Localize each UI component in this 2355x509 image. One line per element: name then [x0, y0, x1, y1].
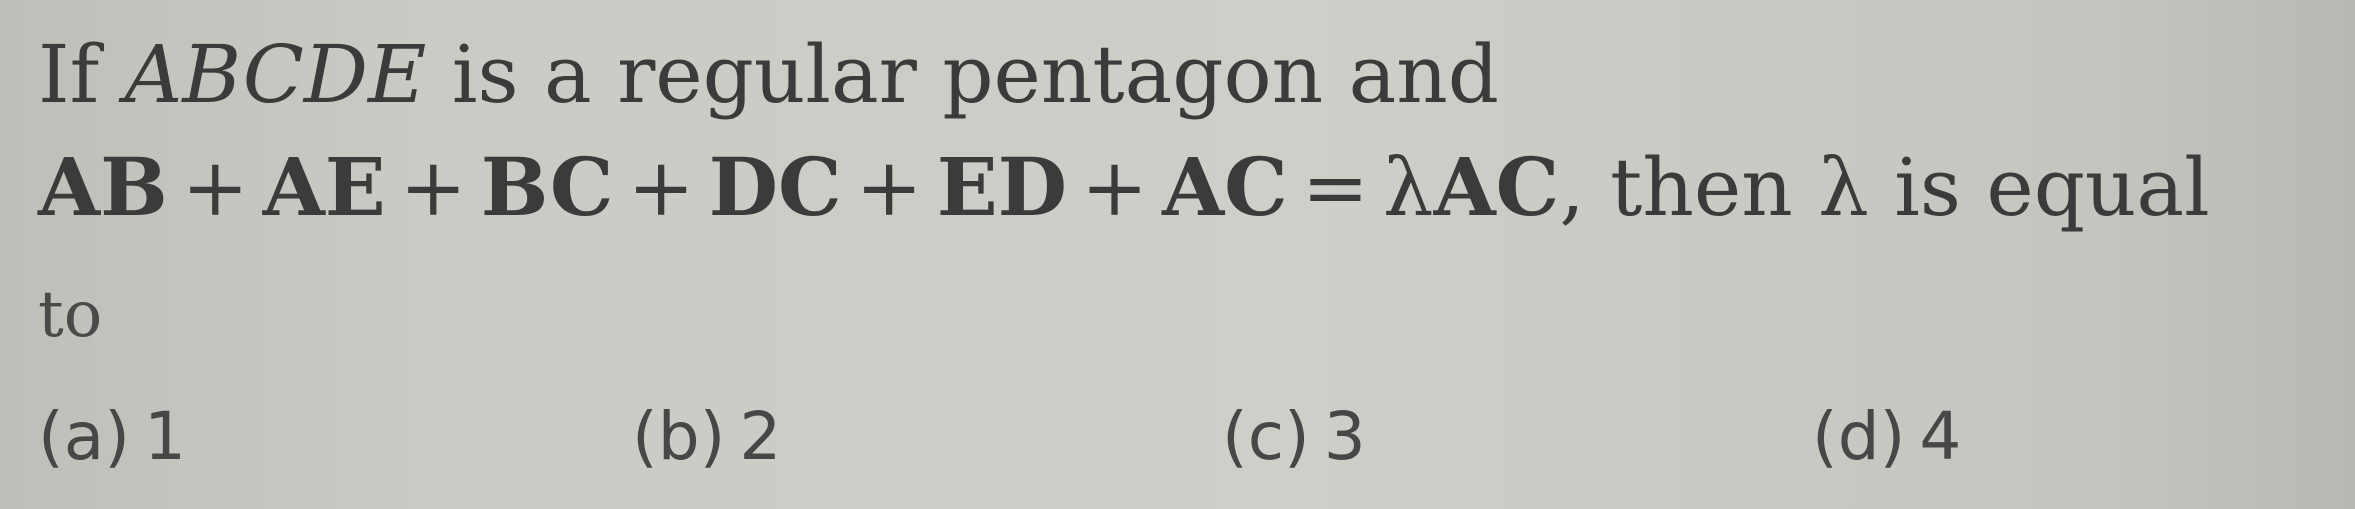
- polygon-name: ABCDE: [124, 28, 427, 121]
- vector-term: ED: [936, 140, 1068, 234]
- vector-term: AE: [262, 140, 386, 234]
- option-d[interactable]: [1812, 398, 1961, 475]
- option-label: (d): [1812, 398, 1906, 475]
- option-label: (b): [632, 398, 726, 475]
- option-a[interactable]: [38, 398, 186, 475]
- plus-sign: +: [399, 141, 467, 234]
- lambda-coefficient: λ: [1382, 141, 1434, 234]
- option-value: 1: [143, 398, 186, 475]
- option-b[interactable]: [632, 398, 781, 475]
- vector-rhs: AC: [1433, 140, 1560, 234]
- option-value: 4: [1919, 398, 1962, 475]
- question-equation: [38, 140, 2210, 234]
- vector-term: DC: [708, 140, 842, 234]
- question-line-1: [38, 28, 1499, 121]
- plus-sign: +: [855, 141, 923, 234]
- question-line-2-suffix: , then λ is equal: [1559, 141, 2210, 234]
- vector-term: AC: [1162, 140, 1288, 234]
- plus-sign: +: [627, 141, 695, 234]
- option-label: (a): [38, 398, 130, 475]
- plus-sign: +: [1081, 141, 1149, 234]
- question-line-1-suffix: is a regular pentagon and: [426, 28, 1500, 121]
- option-label: (c): [1222, 398, 1310, 475]
- equals-sign: =: [1301, 141, 1369, 234]
- option-value: 2: [739, 398, 782, 475]
- vector-term: AB: [38, 140, 168, 234]
- question-line-3: to: [38, 278, 103, 352]
- plus-sign: +: [181, 141, 249, 234]
- option-c[interactable]: [1222, 398, 1366, 475]
- question-prefix: If: [38, 28, 125, 121]
- vector-term: BC: [480, 140, 614, 234]
- option-value: 3: [1323, 398, 1366, 475]
